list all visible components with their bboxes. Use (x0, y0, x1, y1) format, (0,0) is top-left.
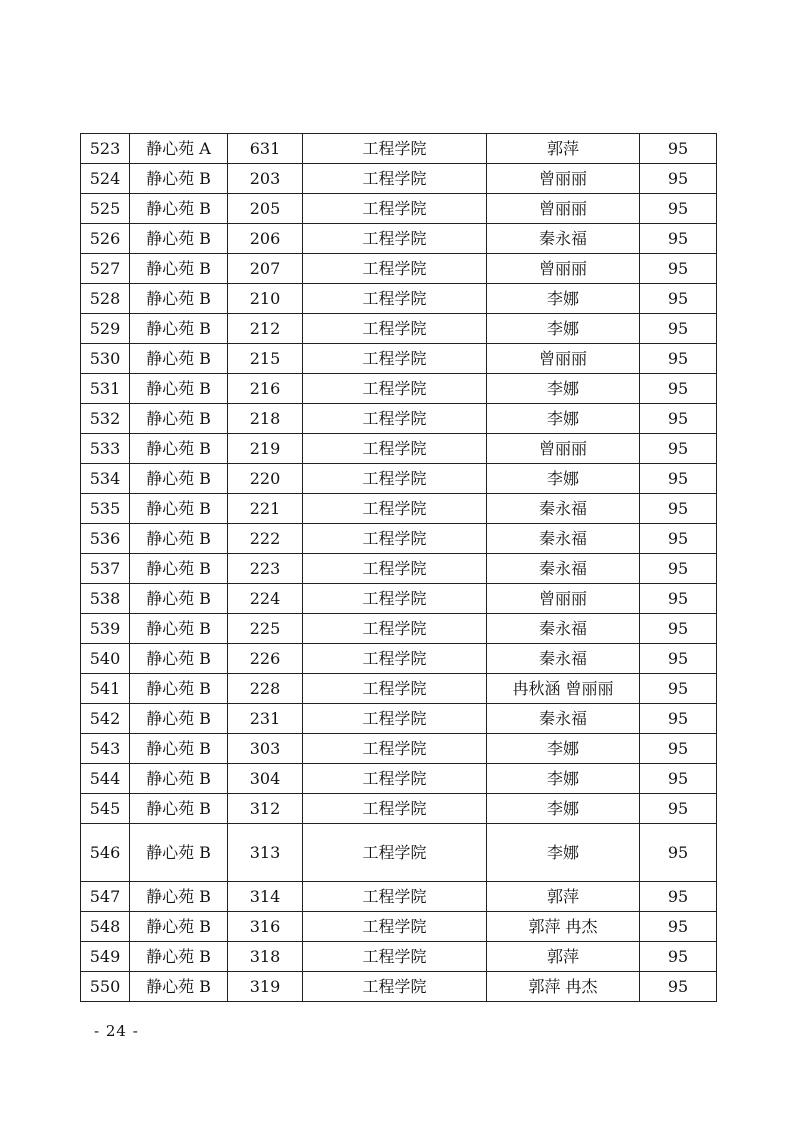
cell-college: 工程学院 (303, 794, 487, 824)
cell-building: 静心苑 B (130, 942, 228, 972)
cell-college: 工程学院 (303, 614, 487, 644)
cell-room: 314 (228, 882, 303, 912)
cell-number: 525 (81, 194, 130, 224)
cell-score: 95 (640, 494, 717, 524)
cell-score: 95 (640, 942, 717, 972)
cell-college: 工程学院 (303, 374, 487, 404)
cell-number: 533 (81, 434, 130, 464)
cell-college: 工程学院 (303, 674, 487, 704)
cell-building: 静心苑 B (130, 882, 228, 912)
cell-college: 工程学院 (303, 434, 487, 464)
page-number: - 24 - (94, 1022, 139, 1040)
cell-building: 静心苑 B (130, 314, 228, 344)
cell-building: 静心苑 B (130, 704, 228, 734)
cell-college: 工程学院 (303, 912, 487, 942)
cell-number: 550 (81, 972, 130, 1002)
cell-building: 静心苑 B (130, 254, 228, 284)
cell-manager: 秦永福 (487, 224, 640, 254)
table-row (81, 494, 717, 524)
cell-manager: 郭萍 冉杰 (487, 912, 640, 942)
cell-number: 547 (81, 882, 130, 912)
cell-room: 304 (228, 764, 303, 794)
cell-manager: 郭萍 (487, 882, 640, 912)
cell-number: 530 (81, 344, 130, 374)
cell-building: 静心苑 B (130, 344, 228, 374)
cell-college: 工程学院 (303, 284, 487, 314)
table-row (81, 434, 717, 464)
cell-manager: 曾丽丽 (487, 164, 640, 194)
cell-room: 218 (228, 404, 303, 434)
cell-score: 95 (640, 164, 717, 194)
cell-college: 工程学院 (303, 524, 487, 554)
cell-room: 319 (228, 972, 303, 1002)
cell-building: 静心苑 B (130, 464, 228, 494)
cell-college: 工程学院 (303, 344, 487, 374)
cell-manager: 曾丽丽 (487, 584, 640, 614)
cell-manager: 曾丽丽 (487, 194, 640, 224)
cell-room: 216 (228, 374, 303, 404)
cell-building: 静心苑 B (130, 644, 228, 674)
cell-manager: 郭萍 (487, 942, 640, 972)
table-row (81, 554, 717, 584)
cell-college: 工程学院 (303, 972, 487, 1002)
dormitory-score-table (80, 133, 717, 1002)
cell-building: 静心苑 B (130, 494, 228, 524)
cell-room: 205 (228, 194, 303, 224)
table-row (81, 912, 717, 942)
cell-college: 工程学院 (303, 734, 487, 764)
cell-manager: 秦永福 (487, 524, 640, 554)
cell-score: 95 (640, 344, 717, 374)
table-row (81, 404, 717, 434)
cell-building: 静心苑 B (130, 224, 228, 254)
cell-room: 207 (228, 254, 303, 284)
cell-score: 95 (640, 584, 717, 614)
cell-score: 95 (640, 764, 717, 794)
cell-manager: 曾丽丽 (487, 434, 640, 464)
table-row (81, 224, 717, 254)
cell-number: 542 (81, 704, 130, 734)
cell-manager: 郭萍 (487, 134, 640, 164)
cell-manager: 秦永福 (487, 704, 640, 734)
cell-college: 工程学院 (303, 134, 487, 164)
table-row (81, 704, 717, 734)
table-row (81, 942, 717, 972)
cell-manager: 李娜 (487, 464, 640, 494)
cell-number: 537 (81, 554, 130, 584)
cell-manager: 曾丽丽 (487, 254, 640, 284)
cell-room: 631 (228, 134, 303, 164)
cell-college: 工程学院 (303, 254, 487, 284)
cell-number: 529 (81, 314, 130, 344)
cell-number: 538 (81, 584, 130, 614)
cell-manager: 李娜 (487, 794, 640, 824)
cell-score: 95 (640, 404, 717, 434)
cell-manager: 李娜 (487, 824, 640, 882)
cell-building: 静心苑 B (130, 434, 228, 464)
cell-manager: 李娜 (487, 404, 640, 434)
cell-building: 静心苑 B (130, 764, 228, 794)
cell-score: 95 (640, 912, 717, 942)
cell-room: 210 (228, 284, 303, 314)
cell-number: 531 (81, 374, 130, 404)
cell-building: 静心苑 B (130, 734, 228, 764)
cell-score: 95 (640, 434, 717, 464)
cell-number: 539 (81, 614, 130, 644)
cell-score: 95 (640, 972, 717, 1002)
cell-score: 95 (640, 674, 717, 704)
cell-room: 316 (228, 912, 303, 942)
cell-score: 95 (640, 314, 717, 344)
cell-number: 546 (81, 824, 130, 882)
cell-score: 95 (640, 464, 717, 494)
cell-score: 95 (640, 254, 717, 284)
table-row (81, 344, 717, 374)
cell-college: 工程学院 (303, 882, 487, 912)
cell-college: 工程学院 (303, 584, 487, 614)
cell-number: 532 (81, 404, 130, 434)
cell-manager: 李娜 (487, 374, 640, 404)
cell-room: 224 (228, 584, 303, 614)
cell-building: 静心苑 B (130, 824, 228, 882)
cell-college: 工程学院 (303, 164, 487, 194)
cell-number: 549 (81, 942, 130, 972)
cell-score: 95 (640, 134, 717, 164)
cell-number: 540 (81, 644, 130, 674)
table-row (81, 734, 717, 764)
cell-building: 静心苑 B (130, 912, 228, 942)
cell-room: 228 (228, 674, 303, 704)
cell-room: 223 (228, 554, 303, 584)
cell-building: 静心苑 B (130, 972, 228, 1002)
table-row (81, 134, 717, 164)
cell-building: 静心苑 B (130, 524, 228, 554)
cell-manager: 秦永福 (487, 614, 640, 644)
cell-building: 静心苑 B (130, 164, 228, 194)
table-row (81, 194, 717, 224)
table-row (81, 254, 717, 284)
cell-number: 548 (81, 912, 130, 942)
cell-college: 工程学院 (303, 314, 487, 344)
cell-number: 523 (81, 134, 130, 164)
cell-room: 318 (228, 942, 303, 972)
cell-college: 工程学院 (303, 764, 487, 794)
cell-manager: 秦永福 (487, 554, 640, 584)
cell-room: 312 (228, 794, 303, 824)
cell-college: 工程学院 (303, 704, 487, 734)
cell-score: 95 (640, 194, 717, 224)
cell-manager: 李娜 (487, 314, 640, 344)
table-row (81, 584, 717, 614)
cell-college: 工程学院 (303, 824, 487, 882)
cell-room: 206 (228, 224, 303, 254)
cell-building: 静心苑 B (130, 554, 228, 584)
cell-number: 524 (81, 164, 130, 194)
cell-number: 543 (81, 734, 130, 764)
cell-number: 528 (81, 284, 130, 314)
cell-building: 静心苑 B (130, 584, 228, 614)
cell-college: 工程学院 (303, 644, 487, 674)
cell-manager: 李娜 (487, 764, 640, 794)
cell-score: 95 (640, 824, 717, 882)
table-row (81, 614, 717, 644)
cell-room: 303 (228, 734, 303, 764)
cell-score: 95 (640, 524, 717, 554)
cell-room: 220 (228, 464, 303, 494)
cell-college: 工程学院 (303, 554, 487, 584)
cell-room: 226 (228, 644, 303, 674)
cell-manager: 李娜 (487, 284, 640, 314)
table-row (81, 284, 717, 314)
cell-building: 静心苑 B (130, 284, 228, 314)
table-row (81, 824, 717, 882)
cell-room: 313 (228, 824, 303, 882)
table-row (81, 972, 717, 1002)
cell-manager: 李娜 (487, 734, 640, 764)
cell-building: 静心苑 B (130, 374, 228, 404)
cell-number: 536 (81, 524, 130, 554)
cell-manager: 秦永福 (487, 644, 640, 674)
cell-score: 95 (640, 882, 717, 912)
cell-building: 静心苑 B (130, 194, 228, 224)
table-row (81, 374, 717, 404)
cell-room: 215 (228, 344, 303, 374)
table-row (81, 674, 717, 704)
cell-room: 225 (228, 614, 303, 644)
cell-college: 工程学院 (303, 464, 487, 494)
table-row (81, 314, 717, 344)
table-row (81, 794, 717, 824)
table-body (81, 134, 717, 1002)
cell-room: 221 (228, 494, 303, 524)
table-row (81, 464, 717, 494)
cell-number: 535 (81, 494, 130, 524)
cell-college: 工程学院 (303, 404, 487, 434)
cell-college: 工程学院 (303, 494, 487, 524)
cell-manager: 郭萍 冉杰 (487, 972, 640, 1002)
cell-room: 231 (228, 704, 303, 734)
cell-manager: 曾丽丽 (487, 344, 640, 374)
cell-room: 203 (228, 164, 303, 194)
cell-score: 95 (640, 374, 717, 404)
cell-number: 534 (81, 464, 130, 494)
cell-college: 工程学院 (303, 942, 487, 972)
cell-number: 526 (81, 224, 130, 254)
cell-score: 95 (640, 554, 717, 584)
cell-score: 95 (640, 644, 717, 674)
cell-score: 95 (640, 284, 717, 314)
cell-room: 212 (228, 314, 303, 344)
cell-manager: 秦永福 (487, 494, 640, 524)
cell-manager: 冉秋涵 曾丽丽 (487, 674, 640, 704)
table-row (81, 882, 717, 912)
cell-room: 219 (228, 434, 303, 464)
cell-college: 工程学院 (303, 194, 487, 224)
table-row (81, 164, 717, 194)
cell-score: 95 (640, 794, 717, 824)
table-row (81, 524, 717, 554)
cell-score: 95 (640, 224, 717, 254)
table-row (81, 764, 717, 794)
cell-score: 95 (640, 704, 717, 734)
cell-number: 544 (81, 764, 130, 794)
cell-building: 静心苑 B (130, 614, 228, 644)
cell-building: 静心苑 B (130, 794, 228, 824)
cell-score: 95 (640, 734, 717, 764)
cell-building: 静心苑 B (130, 674, 228, 704)
cell-number: 545 (81, 794, 130, 824)
cell-room: 222 (228, 524, 303, 554)
cell-building: 静心苑 B (130, 404, 228, 434)
cell-college: 工程学院 (303, 224, 487, 254)
cell-score: 95 (640, 614, 717, 644)
table-row (81, 644, 717, 674)
cell-number: 541 (81, 674, 130, 704)
cell-building: 静心苑 A (130, 134, 228, 164)
cell-number: 527 (81, 254, 130, 284)
